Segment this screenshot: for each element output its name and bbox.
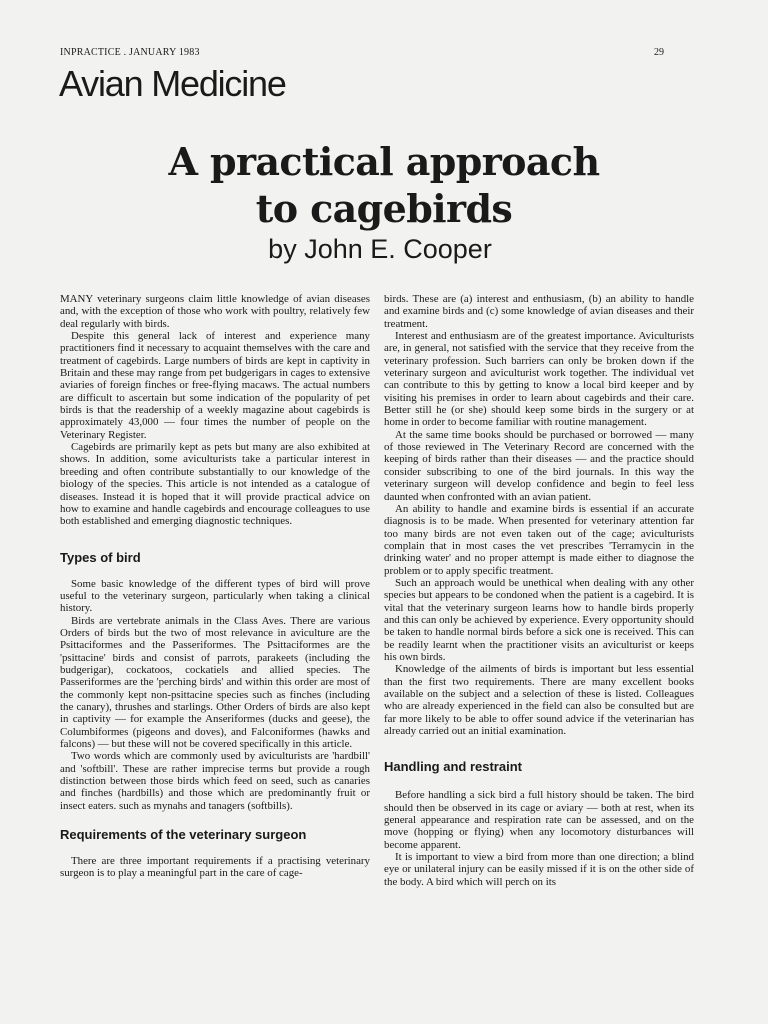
body-paragraph: An ability to handle and examine birds is essential if an accurate diagnosis is to be made. When presented for veterinary attention far too many birds are not even taken out of the cage; aviculturists complain that in most cases the vet prescribes 'Terramycin in the drinking water' and no proper attempt is made either to diagnose the problem or to apply specific treatment. (384, 502, 694, 577)
article-byline: by John E. Cooper (268, 234, 492, 264)
body-paragraph: Interest and enthusiasm are of the greatest importance. Aviculturists are, in general, not satisfied with the service that they receive from the veterinary profession. Such barriers can only be broken down if the veterinary surgeon and aviculturist work together. The individual vet can contribute to this by getting to know a local bird keeper and by visiting his premises in order to learn about cagebirds and their care. Better still he (or she) should keep some birds in the surgery or at home in order to become familiar with routine management. (384, 330, 694, 429)
body-paragraph: Some basic knowledge of the different types of bird will prove useful to the veterinary surgeon, particularly when taking a clinical history. (60, 577, 370, 615)
body-paragraph: Despite this general lack of interest and experience many practitioners find it necessary to acquaint themselves with the care and treatment of cagebirds. Large numbers of birds are kept in captivity in Britain and these may range from pet budgerigars in cages to extensive aviaries of foreign finches or free-flying macaws. The actual numbers are difficult to ascertain but some indication of the popularity of pet birds is that the readership of a weekly magazine about cagebirds is approximately 43,000 — four times the number of people on the Veterinary Register. (60, 330, 370, 441)
left-column (60, 293, 370, 880)
article-title (0, 138, 768, 232)
section-heading-types-of-bird: Types of bird (60, 549, 141, 565)
body-paragraph: Knowledge of the ailments of birds is important but less essential than the first two requirements. There are many excellent books available on the subject and a selection of these is listed. Colleagues who are already experienced in the field can also be consulted but are far more likely to be able to offer sound advice if the veterinarian has already carried out an initial examination. (384, 663, 694, 738)
body-paragraph: Birds are vertebrate animals in the Class Aves. There are various Orders of birds but the two of most relevance in aviculture are the Psittaciformes and the Passeriformes. The Psittaciformes are the 'psittacine' birds and consist of parrots, parakeets (including the budgerigar), cockatoos, cockatiels and allied species. The Passeriformes are the 'perching birds' and within this order are most of the commonly kept non-psittacine species such as finches (including the canary), thrushes and starlings. Other Orders of birds are also kept in captivity — for example the Anseriformes (ducks and geese), the Columbiformes (pigeons and doves), and Falconiformes (hawks and falcons) — but these will not be covered specifically in this article. (60, 614, 370, 750)
running-head: INPRACTICE . JANUARY 1983 (60, 47, 200, 58)
body-paragraph: Cagebirds are primarily kept as pets but many are also exhibited at shows. In addition, some aviculturists take a particular interest in breeding and often contribute substantially to our knowledge of the biology of the species. This article is not intended as a catalogue of diseases. Instead it is hoped that it will provide practical advice on how to examine and handle cagebirds and encourage colleagues to use both established and emerging diagnostic techniques. (60, 441, 370, 528)
body-paragraph: It is important to view a bird from more than one direction; a blind eye or unilateral injury can be easily missed if it is on the other side of the body. A bird which will perch on its (384, 851, 694, 888)
body-paragraph: At the same time books should be purchased or borrowed — many of those reviewed in The Veterinary Record are concerned with the keeping of birds rather than their diseases — and the practice should consider subscribing to one of the bird journals. In this way the veterinary surgeon will develop confidence and begin to feel less daunted when confronted with an avian patient. (384, 428, 694, 503)
page-number: 29 (654, 47, 664, 58)
right-column (384, 293, 694, 888)
section-name: Avian Medicine (59, 63, 286, 104)
body-paragraph: There are three important requirements if a practising veterinary surgeon is to play a meaningful part in the care of cage- (60, 855, 370, 880)
section-heading-requirements: Requirements of the veterinary surgeon (60, 827, 307, 843)
body-paragraph: Such an approach would be unethical when dealing with any other species but appears to be condoned when the patient is a cagebird. It is vital that the veterinary surgeon learns how to handle birds properly and this can only be achieved by experience. Every opportunity should be taken to handle normal birds before a sick one is received. This can be readily learnt when the practitioner visits an aviculturist or keeps his own birds. (384, 576, 694, 663)
section-heading-handling-and-restraint: Handling and restraint (384, 759, 522, 775)
article-title-line-1: A practical approach (168, 139, 600, 184)
intro-paragraph: MANY veterinary surgeons claim little knowledge of avian diseases and, with the exception of those who work with poultry, relatively few deal regularly with birds. (60, 293, 370, 330)
body-paragraph: Two words which are commonly used by aviculturists are 'hardbill' and 'softbill'. These are rather imprecise terms but provide a rough distinction between those birds which feed on seed, such as canaries and finches (hardbills) and those which are predominantly fruit or insect eaters. such as mynahs and tanagers (softbills). (60, 750, 370, 812)
body-paragraph: Before handling a sick bird a full history should be taken. The bird should then be observed in its cage or aviary — both at rest, when its general appearance and respiration rate can be assessed, and on the move (hopping or flying) when any locomotory disturbances will become apparent. (384, 789, 694, 851)
body-paragraph: birds. These are (a) interest and enthusiasm, (b) an ability to handle and examine birds and (c) some knowledge of avian diseases and their treatment. (384, 293, 694, 330)
article-title-line-2: to cagebirds (255, 186, 513, 231)
